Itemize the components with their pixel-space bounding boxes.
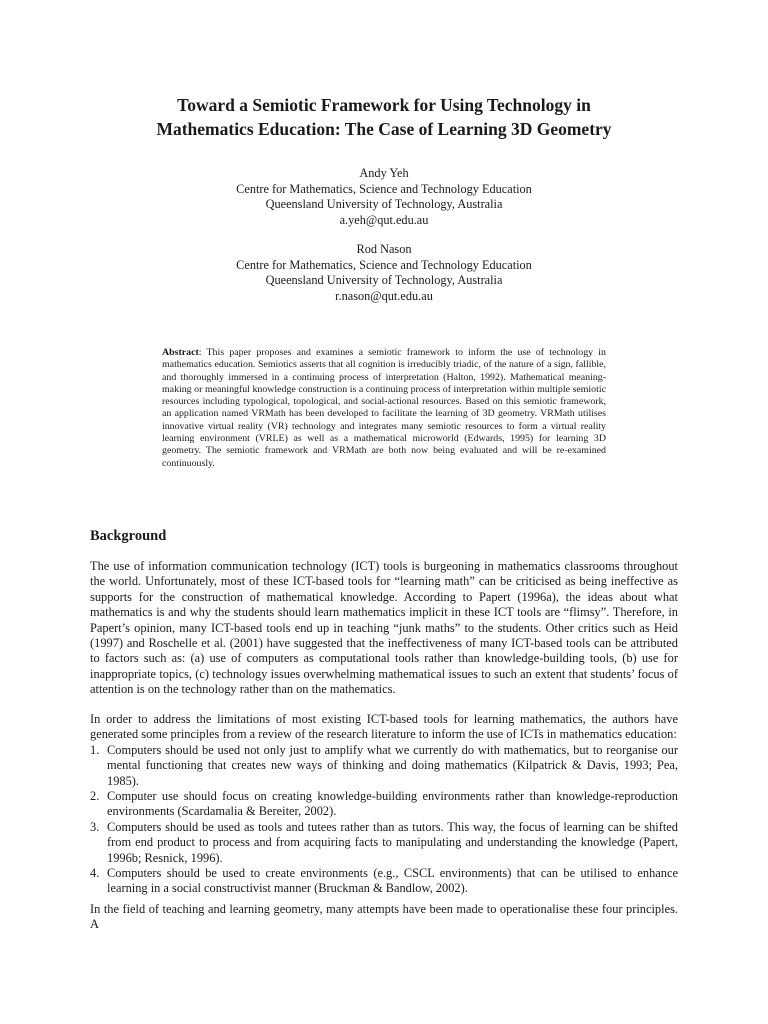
author-block-2 — [134, 242, 634, 304]
author-affiliation: Centre for Mathematics, Science and Technology Education — [236, 181, 532, 196]
list-item — [90, 820, 678, 866]
list-text: Computers should be used as tools and tutees rather than as tutors. This way, the focus of learning can be shifted from end product to process and from acquiring facts to manipulating and understanding the knowledge (Papert, 1996b; Resnick, 1996). — [107, 819, 678, 865]
abstract-label: Abstract — [162, 347, 199, 358]
author-email: a.yeh@qut.edu.au — [339, 212, 429, 227]
paper-title — [90, 93, 678, 141]
list-number: 1. — [90, 742, 100, 757]
section-heading: Background — [90, 528, 167, 544]
body-paragraph-2 — [90, 712, 678, 897]
author-affiliation: Centre for Mathematics, Science and Technology Education — [236, 257, 532, 272]
author-email: r.nason@qut.edu.au — [335, 288, 433, 303]
abstract-text: : This paper proposes and examines a semiotic framework to inform the use of technology in mathematics education. Semiotics asserts that all cognition is irreducibly triadic, of the nature of a sign, fallible, and thoroughly immersed in a continuing process of interpretation (Halton, 1992). Mathematical meaning-making or meaningful knowledge construction is a continuing process of interpretation within multiple semiotic resources including typological, topological, and social-actional resources. Based on this semiotic framework, an application named VRMath has been developed to facilitate the learning of 3D geometry. VRMath utilises innovative virtual reality (VR) technology and integrates many semiotic resources to form a virtual reality learning environment (VRLE) as well as a mathematical microworld (Edwards, 1995) for learning 3D geometry. The semiotic framework and VRMath are both now being evaluated and will be re-examined continuously. — [162, 347, 606, 469]
list-number: 4. — [90, 866, 100, 881]
author-name: Rod Nason — [356, 242, 412, 256]
abstract — [162, 347, 606, 470]
title-line-2: Mathematics Education: The Case of Learning 3D Geometry — [156, 119, 612, 139]
list-item — [90, 743, 678, 789]
list-text: Computers should be used not only just to amplify what we currently do with mathematics, but to reorganise our mental functioning that creates new ways of thinking and doing mathematics (Kilpatrick & Davis, 1993; Pea, 1985). — [107, 742, 678, 788]
body-paragraph-1: The use of information communication technology (ICT) tools is burgeoning in mathematics classrooms throughout the world. Unfortunately, most of these ICT-based tools for “learning math” can be criticised as being ineffective as supports for the construction of mathematical knowledge. According to Papert (1996a), the ideas about what mathematics is and why the students should learn mathematics implicit in these ICT tools are “flimsy”. Therefore, in Papert’s opinion, many ICT-based tools end up in teaching “junk maths” to the students. Other critics such as Heid (1997) and Roschelle et al. (2001) have suggested that the ineffectiveness of many ICT-based tools can be attributed to factors such as: (a) use of computers as computational tools rather than knowledge-building tools, (b) use for inappropriate topics, (c) technology issues overwhelming mathematical issues to such an extent that students’ focus of attention is on the technology rather than on the mathematics. — [90, 559, 678, 697]
list-number: 2. — [90, 789, 100, 804]
list-text: Computers should be used to create environments (e.g., CSCL environments) that can be utilised to enhance learning in a social constructivist manner (Bruckman & Bandlow, 2002). — [107, 866, 678, 896]
principles-intro: In order to address the limitations of most existing ICT-based tools for learning mathematics, the authors have generated some principles from a review of the research literature to inform the use of ICTs in mathematics education: — [90, 712, 678, 742]
list-item — [90, 866, 678, 897]
list-number: 3. — [90, 819, 100, 834]
author-block-1 — [134, 166, 634, 228]
body-paragraph-3: In the field of teaching and learning geometry, many attempts have been made to operationalise these four principles. A — [90, 902, 678, 932]
title-line-1: Toward a Semiotic Framework for Using Technology in — [177, 95, 591, 115]
list-text: Computer use should focus on creating knowledge-building environments rather than knowledge-reproduction environments (Scardamalia & Bereiter, 2002). — [107, 789, 678, 819]
author-institution: Queensland University of Technology, Australia — [265, 273, 503, 287]
list-item — [90, 789, 678, 820]
author-name: Andy Yeh — [359, 166, 409, 180]
author-institution: Queensland University of Technology, Australia — [265, 197, 503, 211]
principles-list — [90, 743, 678, 897]
